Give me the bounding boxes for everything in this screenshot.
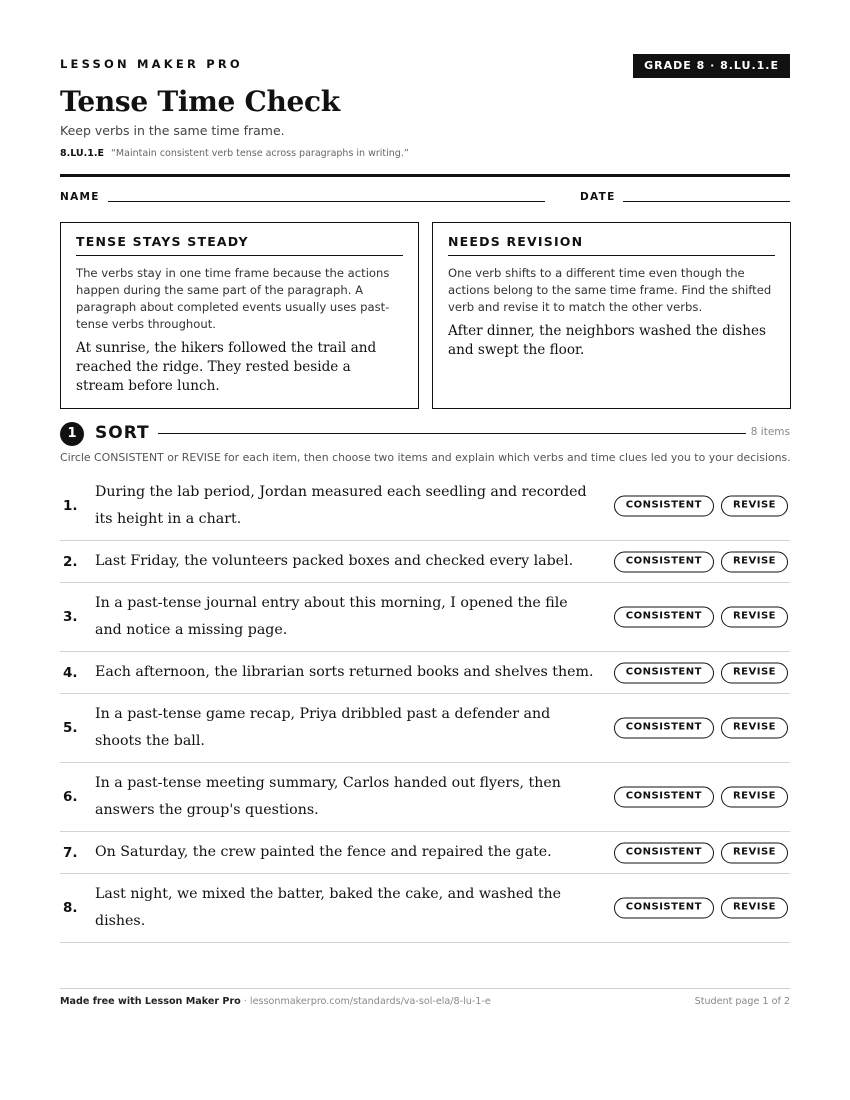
revise-option[interactable]: REVISE xyxy=(721,551,788,572)
item-count: 8 items xyxy=(750,426,790,438)
choice-group xyxy=(614,551,788,572)
needs-revision-box xyxy=(432,222,791,409)
choice-group xyxy=(614,496,788,517)
name-field[interactable] xyxy=(108,201,545,202)
revise-option[interactable]: REVISE xyxy=(721,496,788,517)
footer-credit xyxy=(60,996,491,1007)
revise-option[interactable]: REVISE xyxy=(721,662,788,683)
choice-group xyxy=(614,787,788,808)
standard-line xyxy=(60,148,409,159)
item-sentence: Each afternoon, the librarian sorts returned books and shelves them. xyxy=(95,664,594,680)
section-number-badge: 1 xyxy=(60,422,84,446)
list-item xyxy=(60,763,790,832)
revise-option[interactable]: REVISE xyxy=(721,842,788,863)
list-item xyxy=(60,832,790,874)
item-number: 5. xyxy=(63,720,78,736)
consistent-option[interactable]: CONSISTENT xyxy=(614,787,714,808)
choice-group xyxy=(614,718,788,739)
item-sentence: Last night, we mixed the batter, baked the cake, and washed the dishes. xyxy=(95,886,562,929)
footer-divider xyxy=(60,988,790,989)
section-instructions: Circle CONSISTENT or REVISE for each item, then choose two items and explain which verbs and time clues led you to your decisions. xyxy=(60,451,791,464)
page-number: Student page 1 of 2 xyxy=(694,996,790,1007)
section-header xyxy=(60,421,790,445)
item-sentence: In a past-tense game recap, Priya dribbled past a defender and shoots the ball. xyxy=(95,706,551,749)
item-sentence: On Saturday, the crew painted the fence and repaired the gate. xyxy=(95,844,552,860)
choice-group xyxy=(614,607,788,628)
item-number: 1. xyxy=(63,498,78,514)
list-item xyxy=(60,874,790,943)
standard-text: “Maintain consistent verb tense across paragraphs in writing.” xyxy=(111,148,409,159)
date-label: DATE xyxy=(580,191,616,203)
box-heading: TENSE STAYS STEADY xyxy=(76,234,403,256)
date-field[interactable] xyxy=(623,201,790,202)
consistent-option[interactable]: CONSISTENT xyxy=(614,662,714,683)
item-sentence: Last Friday, the volunteers packed boxes and checked every label. xyxy=(95,553,574,569)
list-item xyxy=(60,694,790,763)
choice-group xyxy=(614,898,788,919)
grade-badge: GRADE 8 · 8.LU.1.E xyxy=(633,54,790,78)
list-item xyxy=(60,652,790,694)
item-number: 3. xyxy=(63,609,78,625)
consistent-option[interactable]: CONSISTENT xyxy=(614,898,714,919)
list-item xyxy=(60,541,790,583)
standard-code: 8.LU.1.E xyxy=(60,148,104,159)
item-number: 7. xyxy=(63,844,78,861)
item-number: 6. xyxy=(63,789,78,805)
item-sentence: In a past-tense meeting summary, Carlos handed out flyers, then answers the group's questions. xyxy=(95,775,561,818)
revise-option[interactable]: REVISE xyxy=(721,898,788,919)
list-item xyxy=(60,583,790,652)
choice-group xyxy=(614,662,788,683)
item-sentence: In a past-tense journal entry about this morning, I opened the file and notice a missing page. xyxy=(95,595,568,638)
section-title: SORT xyxy=(95,423,150,443)
box-heading: NEEDS REVISION xyxy=(448,234,775,256)
box-description: The verbs stay in one time frame because the actions happen during the same part of the paragraph. A paragraph about completed events usually uses past-tense verbs throughout. xyxy=(76,266,390,331)
item-sentence: During the lab period, Jordan measured each seedling and recorded its height in a chart. xyxy=(95,484,587,527)
revise-option[interactable]: REVISE xyxy=(721,718,788,739)
name-date-row xyxy=(60,190,790,206)
list-item xyxy=(60,472,790,541)
section-rule xyxy=(158,433,746,434)
top-bar xyxy=(60,54,790,78)
item-number: 2. xyxy=(63,553,78,570)
revise-option[interactable]: REVISE xyxy=(721,787,788,808)
consistent-option[interactable]: CONSISTENT xyxy=(614,551,714,572)
footer-brand: Made free with Lesson Maker Pro xyxy=(60,996,241,1007)
brand-name: LESSON MAKER PRO xyxy=(60,57,243,71)
header-divider xyxy=(60,174,790,177)
consistent-option[interactable]: CONSISTENT xyxy=(614,718,714,739)
consistent-option[interactable]: CONSISTENT xyxy=(614,607,714,628)
footer-url[interactable]: · lessonmakerpro.com/standards/va-sol-ela/8-lu-1-e xyxy=(240,996,491,1007)
consistent-option[interactable]: CONSISTENT xyxy=(614,496,714,517)
revise-option[interactable]: REVISE xyxy=(721,607,788,628)
name-label: NAME xyxy=(60,191,100,203)
page-subtitle: Keep verbs in the same time frame. xyxy=(60,123,285,138)
choice-group xyxy=(614,842,788,863)
box-example: At sunrise, the hikers followed the trail and reached the ridge. They rested beside a stream before lunch. xyxy=(76,340,377,394)
box-description: One verb shifts to a different time even though the actions belong to the same time frame. Find the shifted verb and revise it to match the other verbs. xyxy=(448,266,772,314)
item-number: 4. xyxy=(63,664,78,681)
consistent-option[interactable]: CONSISTENT xyxy=(614,842,714,863)
item-list xyxy=(60,472,790,943)
tense-stays-steady-box xyxy=(60,222,419,409)
page-title: Tense Time Check xyxy=(60,85,340,118)
item-number: 8. xyxy=(63,900,78,916)
box-example: After dinner, the neighbors washed the dishes and swept the floor. xyxy=(448,323,766,358)
